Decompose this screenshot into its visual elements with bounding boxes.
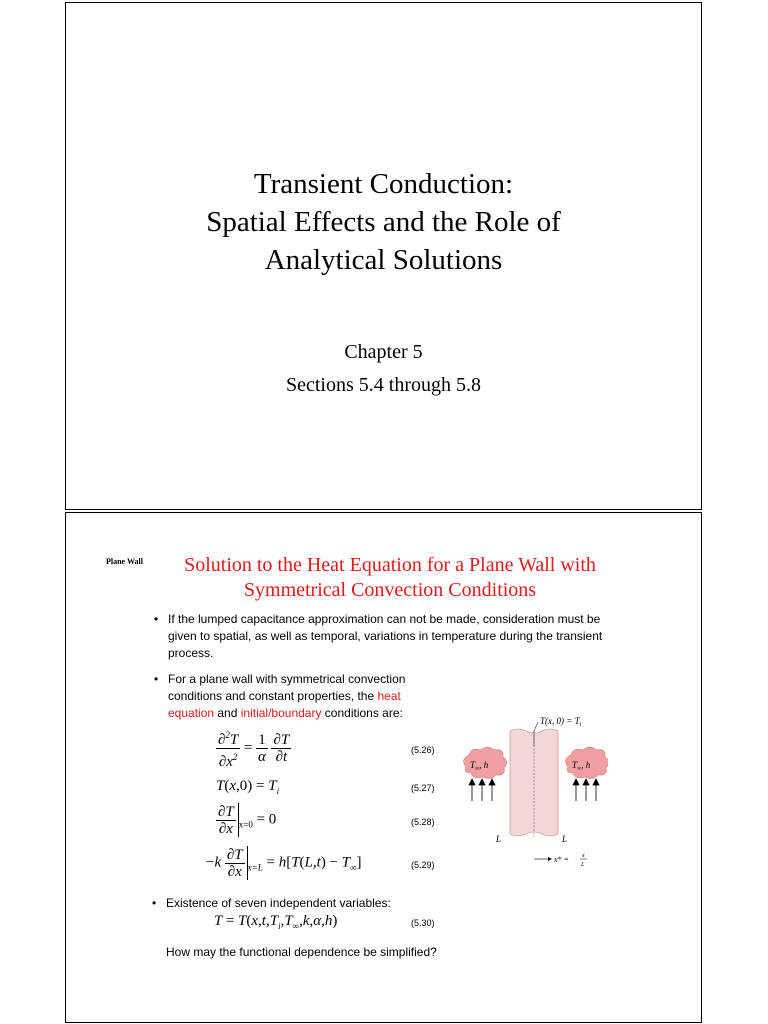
slide-subtitle xyxy=(66,336,701,402)
eq-number-5-28: (5.28) xyxy=(411,817,435,827)
chapter-label: Chapter 5 xyxy=(344,341,423,363)
title-line-1: Solution to the Heat Equation for a Plane Wall with xyxy=(184,554,596,576)
bullet-text-post: conditions are: xyxy=(321,706,403,720)
sections-label: Sections 5.4 through 5.8 xyxy=(286,374,481,396)
heat-equation: $\frac{\partial^2T}{\partial x^2}$ = $\frac{1}{\alpha}$ $\frac{\partial T}{\partial t}$ xyxy=(216,727,291,770)
symmetry-condition: $\frac{\partial T}{\partial x}$ $_{x=0}$ = 0 xyxy=(218,803,277,837)
bullet-text-mid: and xyxy=(214,706,241,720)
right-fluid-cloud xyxy=(566,747,608,779)
x-star-den: L xyxy=(581,862,585,868)
bullet-text-pre: For a plane wall with symmetrical convection conditions and constant properties, the xyxy=(168,672,406,703)
bullet-dot: • xyxy=(152,896,157,910)
initial-temp-label: T(x, $0) = T_i$ xyxy=(540,716,582,728)
eq-number-5-26: (5.26) xyxy=(411,745,435,755)
heat-equation-term: heat equation xyxy=(168,689,401,720)
title-line-1: Transient Conduction: xyxy=(253,168,514,200)
bullet-text: Existence of seven independent variables: xyxy=(166,896,391,910)
x-star-num: x xyxy=(582,853,585,859)
slide-title xyxy=(150,553,630,603)
convection-boundary-condition: −k $\frac{\partial T}{\partial x}$ $_{x=L} = h[T(L,t) - T_\infty]$ xyxy=(206,846,362,880)
svg-text:T∞, h: $T_\infty$, h xyxy=(470,760,489,772)
eq-number-5-29: (5.29) xyxy=(411,860,435,870)
bullet-plane-wall xyxy=(154,671,438,722)
bullet-dot: • xyxy=(154,612,159,626)
slide-title xyxy=(66,165,701,279)
initial-boundary-term: initial/boundary xyxy=(240,706,322,720)
bullet-text: If the lumped capacitance approximation can not be made, consideration must be given to spatial, as well as temporal, variations in temperature during the transient process. xyxy=(168,612,603,660)
question-text: How may the functional dependence be simplified? xyxy=(166,945,437,959)
functional-dependence-equation: $T = T(x,t,T_i,T_\infty,k,\alpha,h)$ xyxy=(214,913,338,931)
left-L-label: L xyxy=(496,834,502,844)
x-star-label: x* = xyxy=(554,855,569,864)
right-arrows xyxy=(573,779,599,801)
section-tag: Plane Wall xyxy=(106,557,143,566)
bullet-variables xyxy=(152,895,466,912)
bullet-dot: • xyxy=(154,672,159,686)
title-line-3: Analytical Solutions xyxy=(264,244,503,276)
title-line-2: Spatial Effects and the Role of xyxy=(206,206,561,238)
left-fluid-cloud xyxy=(464,747,507,779)
initial-condition: $T(x,0) = T_i$ xyxy=(216,778,280,796)
title-slide xyxy=(65,2,702,510)
right-L-label: L xyxy=(562,834,568,844)
svg-text:T∞, h: $T_\infty$, h xyxy=(572,760,591,772)
plane-wall-slide xyxy=(65,512,702,1023)
eq-number-5-27: (5.27) xyxy=(411,783,435,793)
plane-wall-figure xyxy=(458,709,608,879)
title-line-2: Symmetrical Convection Conditions xyxy=(243,579,537,601)
bullet-lumped xyxy=(154,611,628,662)
left-arrows xyxy=(469,779,495,801)
eq-number-5-30: (5.30) xyxy=(411,918,435,928)
